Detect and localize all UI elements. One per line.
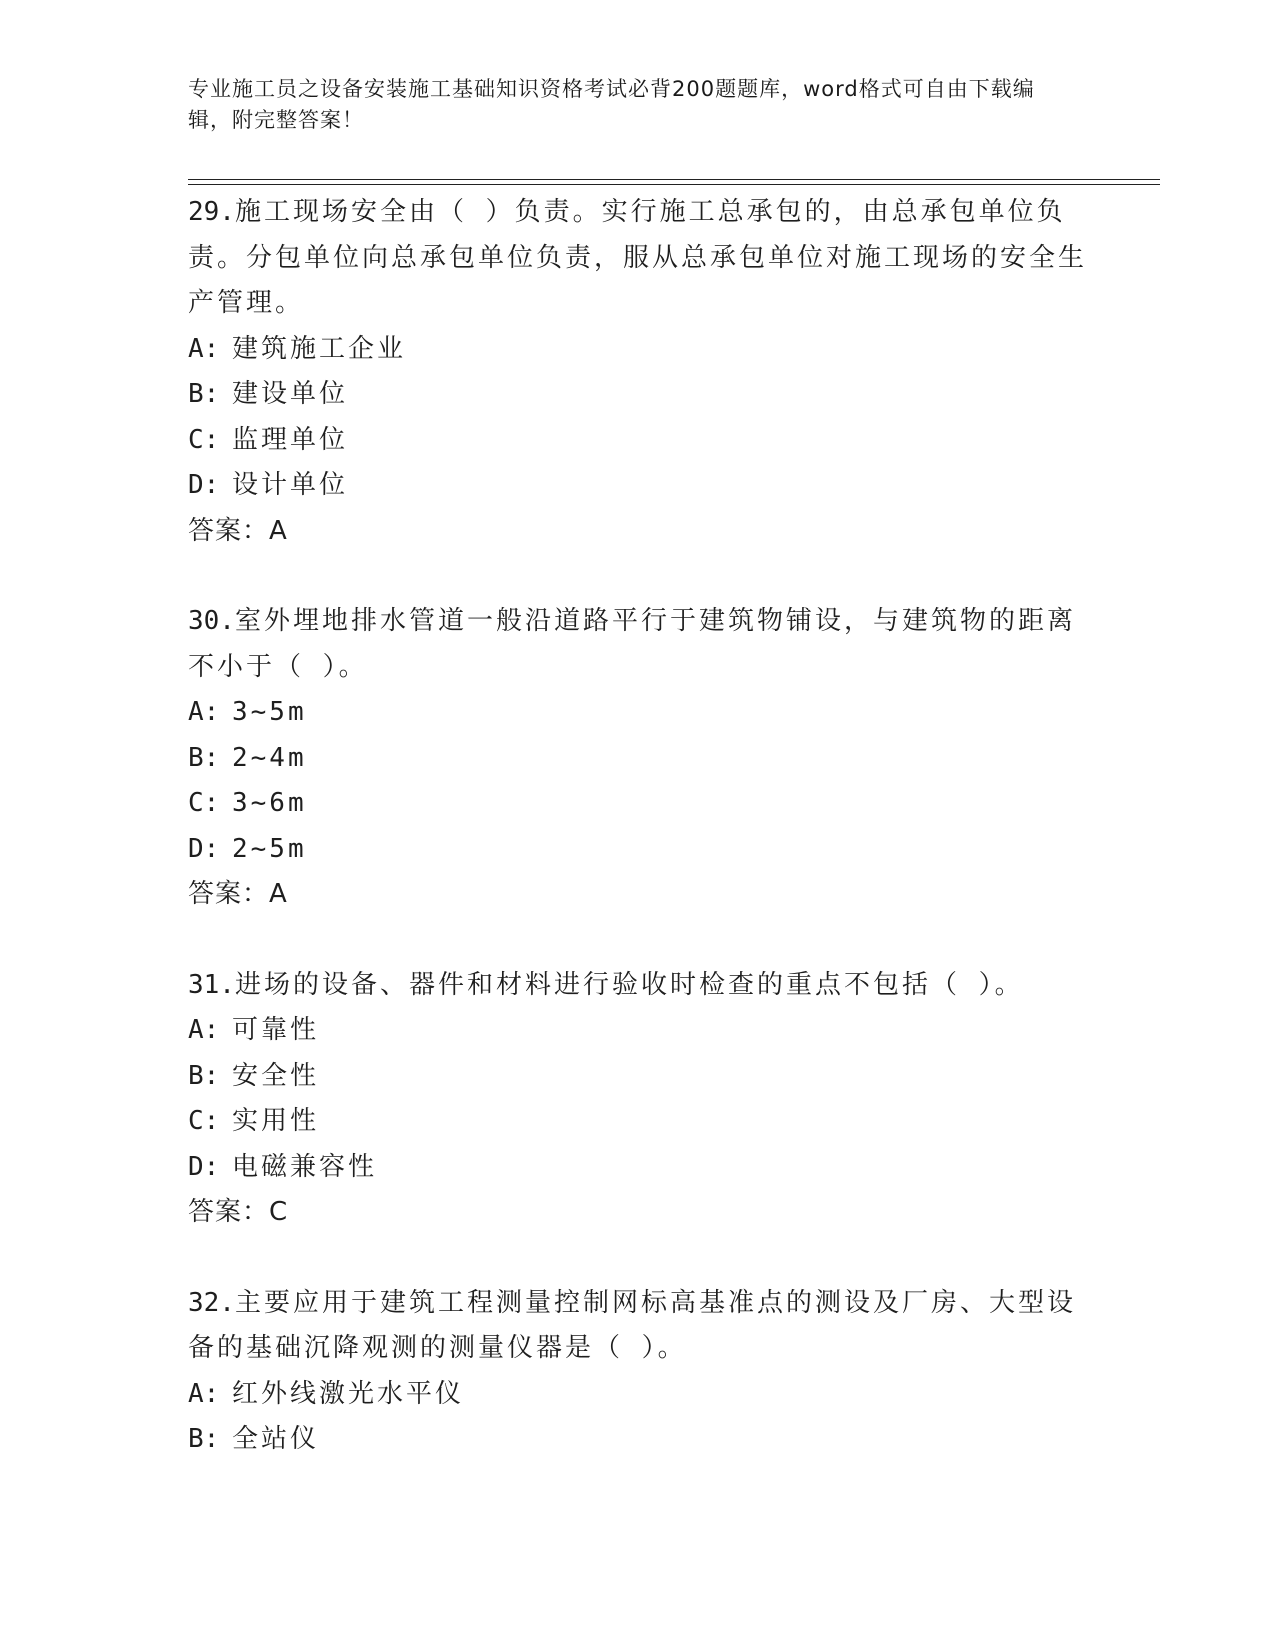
option-b bbox=[188, 1054, 1088, 1100]
option-d bbox=[188, 827, 1088, 873]
option-text: 3~5m bbox=[232, 697, 307, 727]
question-number: 32. bbox=[188, 1287, 235, 1318]
option-text: 安全性 bbox=[232, 1060, 320, 1091]
question-text bbox=[188, 1281, 1088, 1372]
question-number: 30. bbox=[188, 606, 235, 636]
option-b bbox=[188, 1417, 1088, 1463]
question-text bbox=[188, 963, 1088, 1009]
question-30 bbox=[188, 599, 1088, 918]
option-text: 监理单位 bbox=[232, 424, 349, 455]
answer-line: 答案：C bbox=[188, 1197, 289, 1227]
option-letter: B: bbox=[188, 742, 220, 773]
question-number: 31. bbox=[188, 969, 235, 1000]
option-text: 红外线激光水平仪 bbox=[232, 1378, 465, 1409]
option-letter: A: bbox=[188, 697, 220, 727]
option-letter: B: bbox=[188, 379, 220, 409]
document-header: 专业施工员之设备安装施工基础知识资格考试必背200题题库，word格式可自由下载编辑，附完整答案！ bbox=[188, 77, 1035, 132]
option-letter: A: bbox=[188, 1378, 220, 1409]
question-text bbox=[188, 599, 1088, 690]
option-text: 建筑施工企业 bbox=[232, 333, 407, 364]
option-text: 实用性 bbox=[232, 1106, 320, 1136]
option-d bbox=[188, 463, 1088, 509]
option-b bbox=[188, 736, 1088, 782]
option-c bbox=[188, 1099, 1088, 1145]
question-number: 29. bbox=[188, 197, 235, 227]
option-letter: B: bbox=[188, 1424, 220, 1454]
question-32 bbox=[188, 1281, 1088, 1463]
option-a bbox=[188, 327, 1088, 373]
question-list bbox=[188, 190, 1088, 1508]
header-divider-bottom bbox=[188, 184, 1160, 185]
option-a bbox=[188, 1372, 1088, 1418]
option-letter: D: bbox=[188, 470, 220, 500]
question-31 bbox=[188, 963, 1088, 1236]
option-text: 全站仪 bbox=[232, 1424, 320, 1454]
option-text: 建设单位 bbox=[232, 379, 349, 409]
question-body: 施工现场安全由（ ）负责。实行施工总承包的，由总承包单位负责。分包单位向总承包单位负责，服从总承包单位对施工现场的安全生产管理。 bbox=[188, 197, 1088, 318]
option-letter: C: bbox=[188, 788, 220, 818]
option-text: 2~4m bbox=[232, 742, 307, 773]
option-d bbox=[188, 1145, 1088, 1191]
option-text: 2~5m bbox=[232, 833, 307, 864]
option-letter: B: bbox=[188, 1060, 220, 1091]
header-divider-top bbox=[188, 179, 1160, 180]
option-a bbox=[188, 1008, 1088, 1054]
option-a bbox=[188, 690, 1088, 736]
option-b bbox=[188, 372, 1088, 418]
answer-line: 答案：A bbox=[188, 515, 288, 546]
option-text: 设计单位 bbox=[232, 470, 349, 500]
answer-line: 答案：A bbox=[188, 879, 288, 909]
option-letter: D: bbox=[188, 1151, 220, 1182]
option-text: 3~6m bbox=[232, 788, 307, 818]
question-body: 室外埋地排水管道一般沿道路平行于建筑物铺设，与建筑物的距离不小于（ ）。 bbox=[188, 606, 1076, 682]
option-letter: D: bbox=[188, 833, 220, 864]
question-text bbox=[188, 190, 1088, 327]
option-text: 电磁兼容性 bbox=[232, 1151, 378, 1182]
option-c bbox=[188, 781, 1088, 827]
option-letter: C: bbox=[188, 424, 220, 455]
option-c bbox=[188, 418, 1088, 464]
option-letter: A: bbox=[188, 1015, 220, 1045]
question-body: 主要应用于建筑工程测量控制网标高基准点的测设及厂房、大型设备的基础沉降观测的测量仪器是（ ）。 bbox=[188, 1287, 1076, 1363]
option-letter: A: bbox=[188, 333, 220, 364]
question-body: 进场的设备、器件和材料进行验收时检查的重点不包括（ ）。 bbox=[234, 969, 1024, 1000]
option-letter: C: bbox=[188, 1106, 220, 1136]
option-text: 可靠性 bbox=[232, 1015, 320, 1045]
question-29 bbox=[188, 190, 1088, 554]
